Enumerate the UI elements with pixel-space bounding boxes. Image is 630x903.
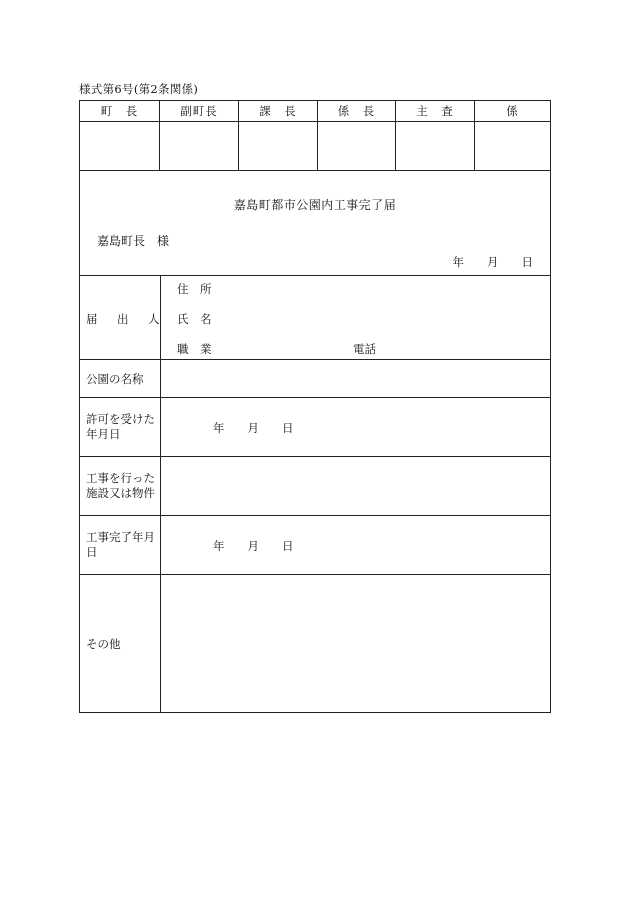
approval-column-section-chief [238,101,317,170]
approval-column-deputy-mayor [159,101,238,170]
approval-stamp-cell[interactable] [318,122,395,171]
applicant-label: 届 出 人 [86,312,164,326]
facility-label: 工事を行った施設又は物件 [86,471,155,500]
completion-date-value[interactable]: 年 月 日 [213,539,294,553]
approval-header: 主 査 [396,101,474,122]
address-label: 住 所 [177,282,212,296]
form-number-caption: 様式第6号(第2条関係) [79,82,199,96]
row-divider [80,515,550,516]
approval-header: 副町長 [160,101,238,122]
name-label: 氏 名 [177,312,212,326]
approval-stamp-cell[interactable] [239,122,317,171]
other-label: その他 [86,637,121,651]
approval-stamp-cell[interactable] [396,122,474,171]
row-divider [80,456,550,457]
addressee: 嘉島町長 様 [97,234,170,248]
row-divider [80,275,550,276]
approval-column-staff [474,101,550,170]
permit-date-label: 許可を受けた年月日 [86,412,155,441]
label-column-divider [160,275,161,712]
approval-header: 町 長 [80,101,159,122]
approval-header: 課 長 [239,101,317,122]
row-divider [80,359,550,360]
approval-stamp-cell[interactable] [80,122,159,171]
approval-column-subsection-chief [317,101,395,170]
phone-label: 電話 [353,342,376,356]
approval-stamp-cell[interactable] [475,122,550,171]
approval-header: 係 [475,101,550,122]
approval-column-mayor [80,101,159,170]
row-divider [80,397,550,398]
occupation-label: 職 業 [177,342,212,356]
completion-notice-form [79,170,551,713]
approval-column-inspector [395,101,474,170]
approval-stamp-cell[interactable] [160,122,238,171]
approval-header: 係 長 [318,101,395,122]
park-name-label: 公園の名称 [86,372,144,386]
submission-date[interactable]: 年 月 日 [452,255,533,269]
completion-date-label: 工事完了年月日 [86,530,155,559]
row-divider [80,574,550,575]
permit-date-value[interactable]: 年 月 日 [213,421,294,435]
form-title: 嘉島町都市公園内工事完了届 [233,198,397,212]
approval-stamp-table [79,100,551,171]
